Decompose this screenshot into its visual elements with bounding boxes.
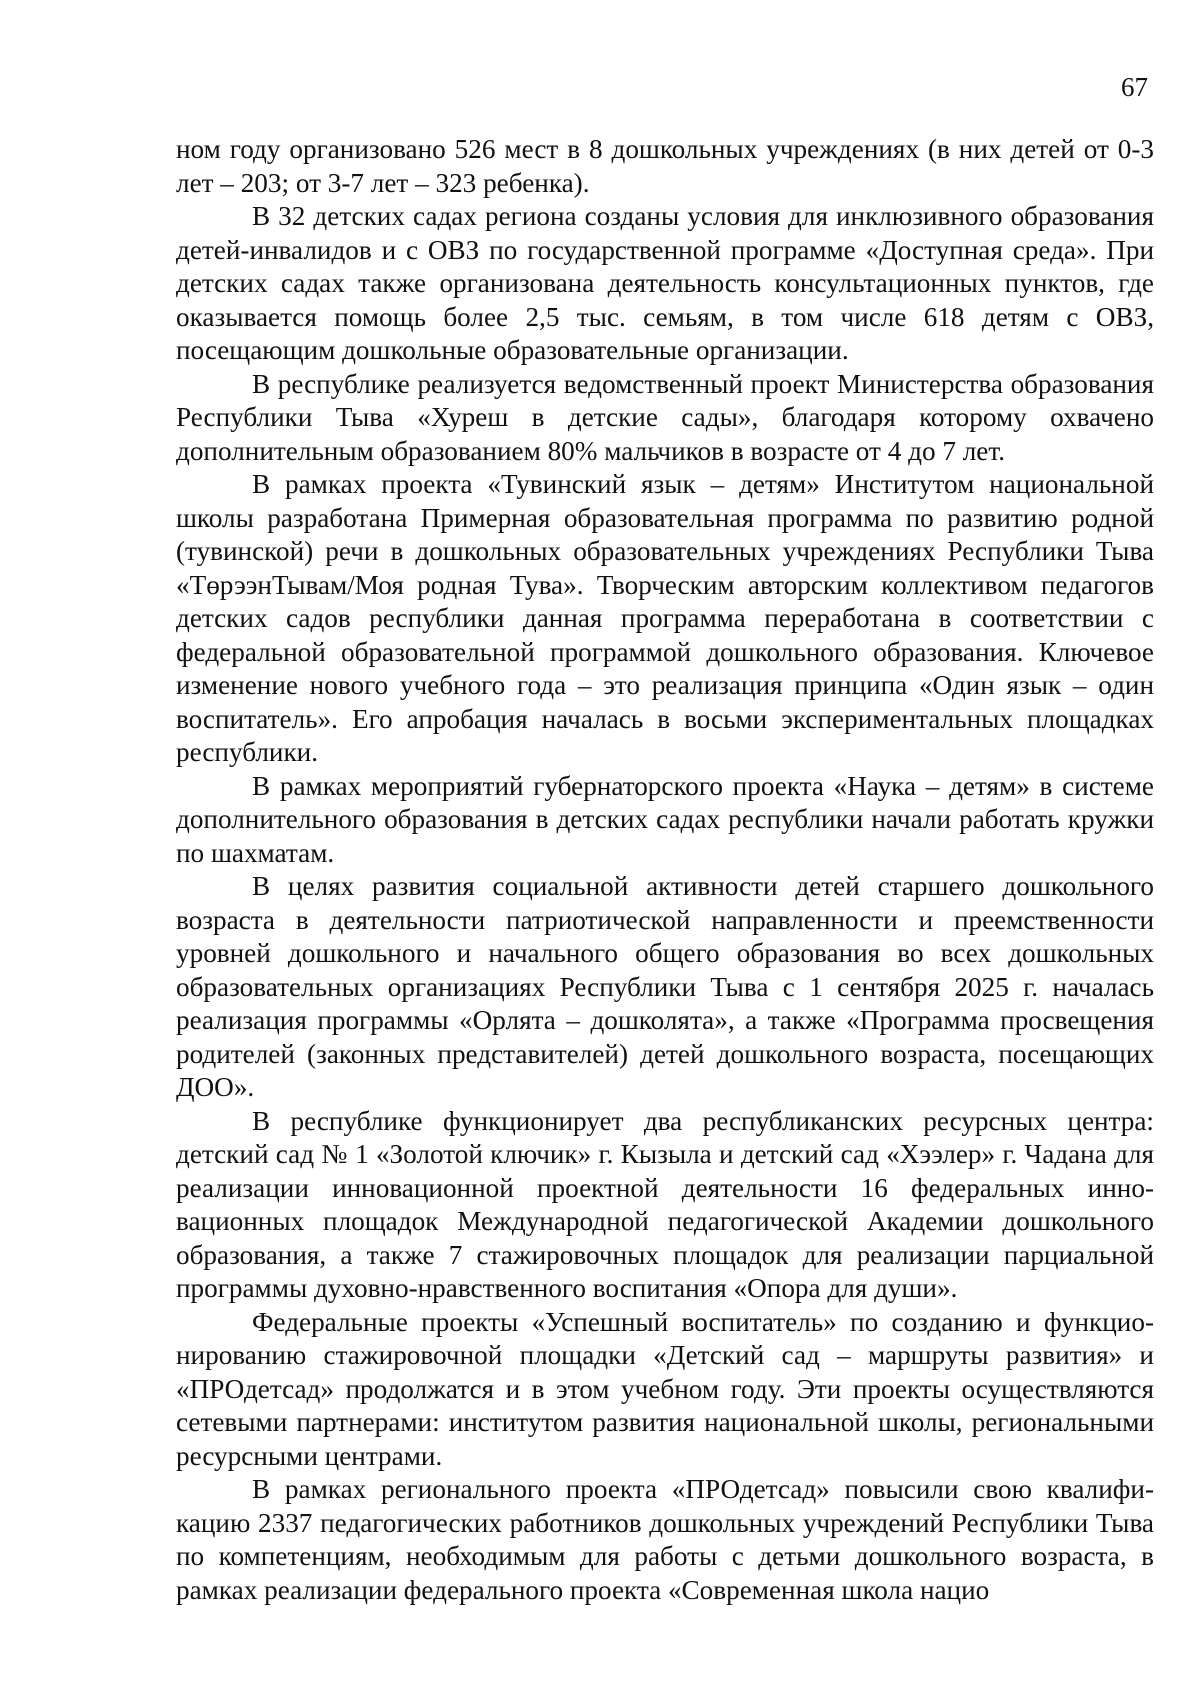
paragraph-tuvan-language-project: В рамках проекта «Тувинский язык – детям» Институтом национальной школы разработана Примерная образовательная программа по развитию родной (тувинской) речи в дошкольных образовательных учреждениях Республики Тыва «ТөрээнТывам/Моя родная Тува». Творческим авторским коллективом педагогов детских садов республики данная программа переработана в соответствии с федеральной образовательной программой дошкольного образования. Ключевое изменение нового учебного года – это реализация принципа «Один язык – один воспитатель». Его апробация началась в восьми экспериментальных площадках республики. bbox=[176, 469, 1154, 767]
paragraph-federal-projects: Федеральные проекты «Успешный воспитатель» по созданию и функционированию стажировочной площадки «Детский сад – маршруты развития» и «ПРОдетсад» продолжатся и в этом учебном году. Эти проекты осуществляются сетевыми партнерами: институтом развития национальной школы, региональными ресурсными центрами. bbox=[176, 1306, 1154, 1471]
document-body bbox=[176, 133, 1154, 1607]
paragraph-resource-centers: В республике функционирует два республиканских ресурсных центра: детский сад № 1 «Золотой ключик» г. Кызыла и детский сад «Хээлер» г. Чадана для реализации инновационной проектной деятельности 16 федеральных инновационных площадок Международной педагогической Академии дошкольного образования, а также 7 стажировочных площадок для реализации парциальной программы духовно-нравственного воспитания «Опора для души». bbox=[176, 1105, 1154, 1303]
paragraph-khuresh-project: В республике реализуется ведомственный проект Министерства образования Республики Тыва «Хуреш в детские сады», благодаря которому охвачено дополнительным образованием 80% мальчиков в возрасте от 4 до 7 лет. bbox=[176, 368, 1154, 466]
paragraph-science-for-children: В рамках мероприятий губернаторского проекта «Наука – детям» в системе дополнительного образования в детских садах республики начали работать кружки по шахматам. bbox=[176, 770, 1154, 868]
paragraph-prodetsad-qualification: В рамках регионального проекта «ПРОдетсад» повысили свою квалификацию 2337 педагогических работников дошкольных учреждений Республики Тыва по компетенциям, необходимым для работы с детьми дошкольного возраста, в рамках реализации федерального проекта «Современная школа нацио bbox=[176, 1474, 1154, 1605]
paragraph-inclusive-education: В 32 детских садах региона созданы условия для инклюзивного образования детей-инвалидов и с ОВЗ по государственной программе «Доступная среда». При детских садах также организована деятельность консультационных пунктов, где оказывается помощь более 2,5 тыс. семьям, в том числе 618 детям с ОВЗ, посещающим дошкольные образовательные организации. bbox=[176, 201, 1154, 365]
paragraph-continuation: ном году организовано 526 мест в 8 дошкольных учреждениях (в них детей от 0-3 лет – 203; от 3-7 лет – 323 ребенка). bbox=[176, 134, 1154, 198]
paragraph-orlyata-program: В целях развития социальной активности детей старшего дошкольного возраста в деятельности патриотической направленности и преемственности уровней дошкольного и начального общего образования во всех дошкольных образовательных организациях Республики Тыва с 1 сентября 2025 г. началась реализация программы «Орлята – дошколята», а также «Программа просвещения родителей (законных представителей) детей дошкольного возраста, посещающих ДОО». bbox=[176, 871, 1154, 1102]
page-number: 67 bbox=[1121, 72, 1148, 102]
